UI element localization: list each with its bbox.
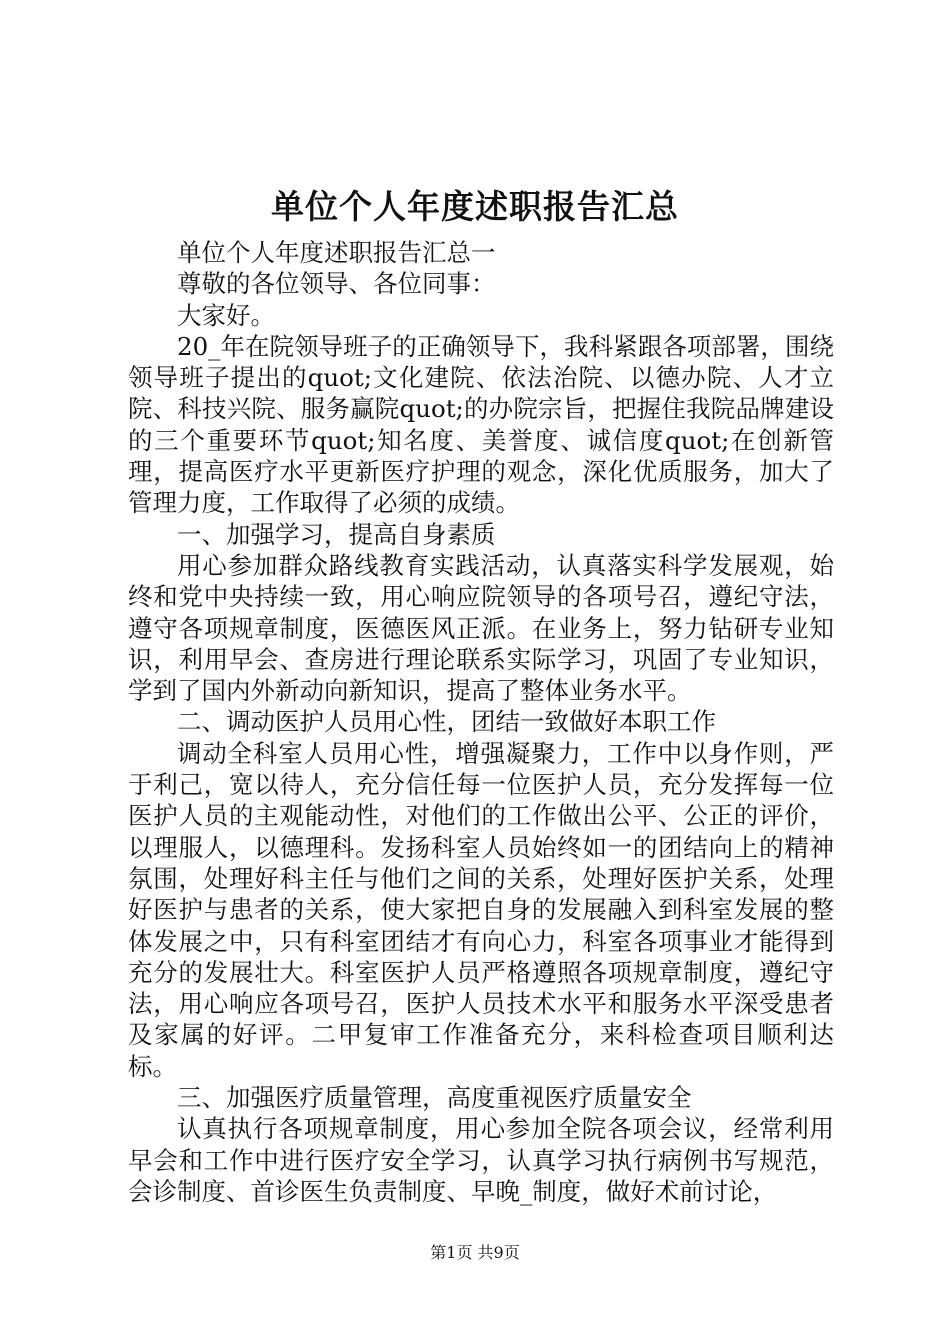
page-footer: 第1页 共9页 (430, 1243, 520, 1262)
intro-paragraph: 20_年在院领导班子的正确领导下，我科紧跟各项部署，围绕领导班子提出的quot;文化建院、依法治院、以德办院、人才立院、科技兴院、服务赢院quot;的办院宗旨，把握住我院品牌建设的三个重要环节quot;知名度、美誉度、诚信度quot;在创新管理，提高医疗水平更新医疗护理的观念，深化优质服务，加大了管理力度，工作取得了必须的成绩。 (128, 331, 834, 518)
document-title: 单位个人年度述职报告汇总 (271, 187, 679, 226)
section-body-3: 认真执行各项规章制度，用心参加全院各项会议，经常利用早会和工作中进行医疗安全学习，认真学习执行病例书写规范，会诊制度、首诊医生负责制度、早晚_制度，做好术前讨论， (128, 1114, 834, 1206)
section-body-2: 调动全科室人员用心性，增强凝聚力，工作中以身作则，严于利己，宽以待人，充分信任每一位医护人员，充分发挥每一位医护人员的主观能动性，对他们的工作做出公平、公正的评价，以理服人，以德理科。发扬科室人员始终如一的团结向上的精神氛围，处理好科主任与他们之间的关系，处理好医护关系，处理好医护与患者的关系，使大家把自身的发展融入到科室发展的整体发展之中，只有科室团结才有向心力，科室各项事业才能得到充分的发展壮大。科室医护人员严格遵照各项规章制度，遵纪守法，用心响应各项号召，医护人员技术水平和服务水平深受患者及家属的好评。二甲复审工作准备充分，来科检查项目顺利达标。 (128, 738, 834, 1081)
section-heading-3: 三、加强医疗质量管理，高度重视医疗质量安全 (177, 1083, 692, 1113)
subtitle-paragraph: 单位个人年度述职报告汇总一 (177, 238, 496, 267)
section-heading-2: 二、调动医护人员用心性，团结一致做好本职工作 (177, 707, 716, 737)
salutation-paragraph: 尊敬的各位领导、各位同事： (177, 269, 496, 299)
document-body (128, 237, 834, 1207)
section-heading-1: 一、加强学习，提高自身素质 (177, 519, 496, 549)
greeting-paragraph: 大家好。 (177, 300, 275, 330)
section-body-1: 用心参加群众路线教育实践活动，认真落实科学发展观，始终和党中央持续一致，用心响应院领导的各项号召，遵纪守法，遵守各项规章制度，医德医风正派。在业务上，努力钻研专业知识，利用早会、查房进行理论联系实际学习，巩固了专业知识，学到了国内外新动向新知识，提高了整体业务水平。 (128, 550, 834, 706)
